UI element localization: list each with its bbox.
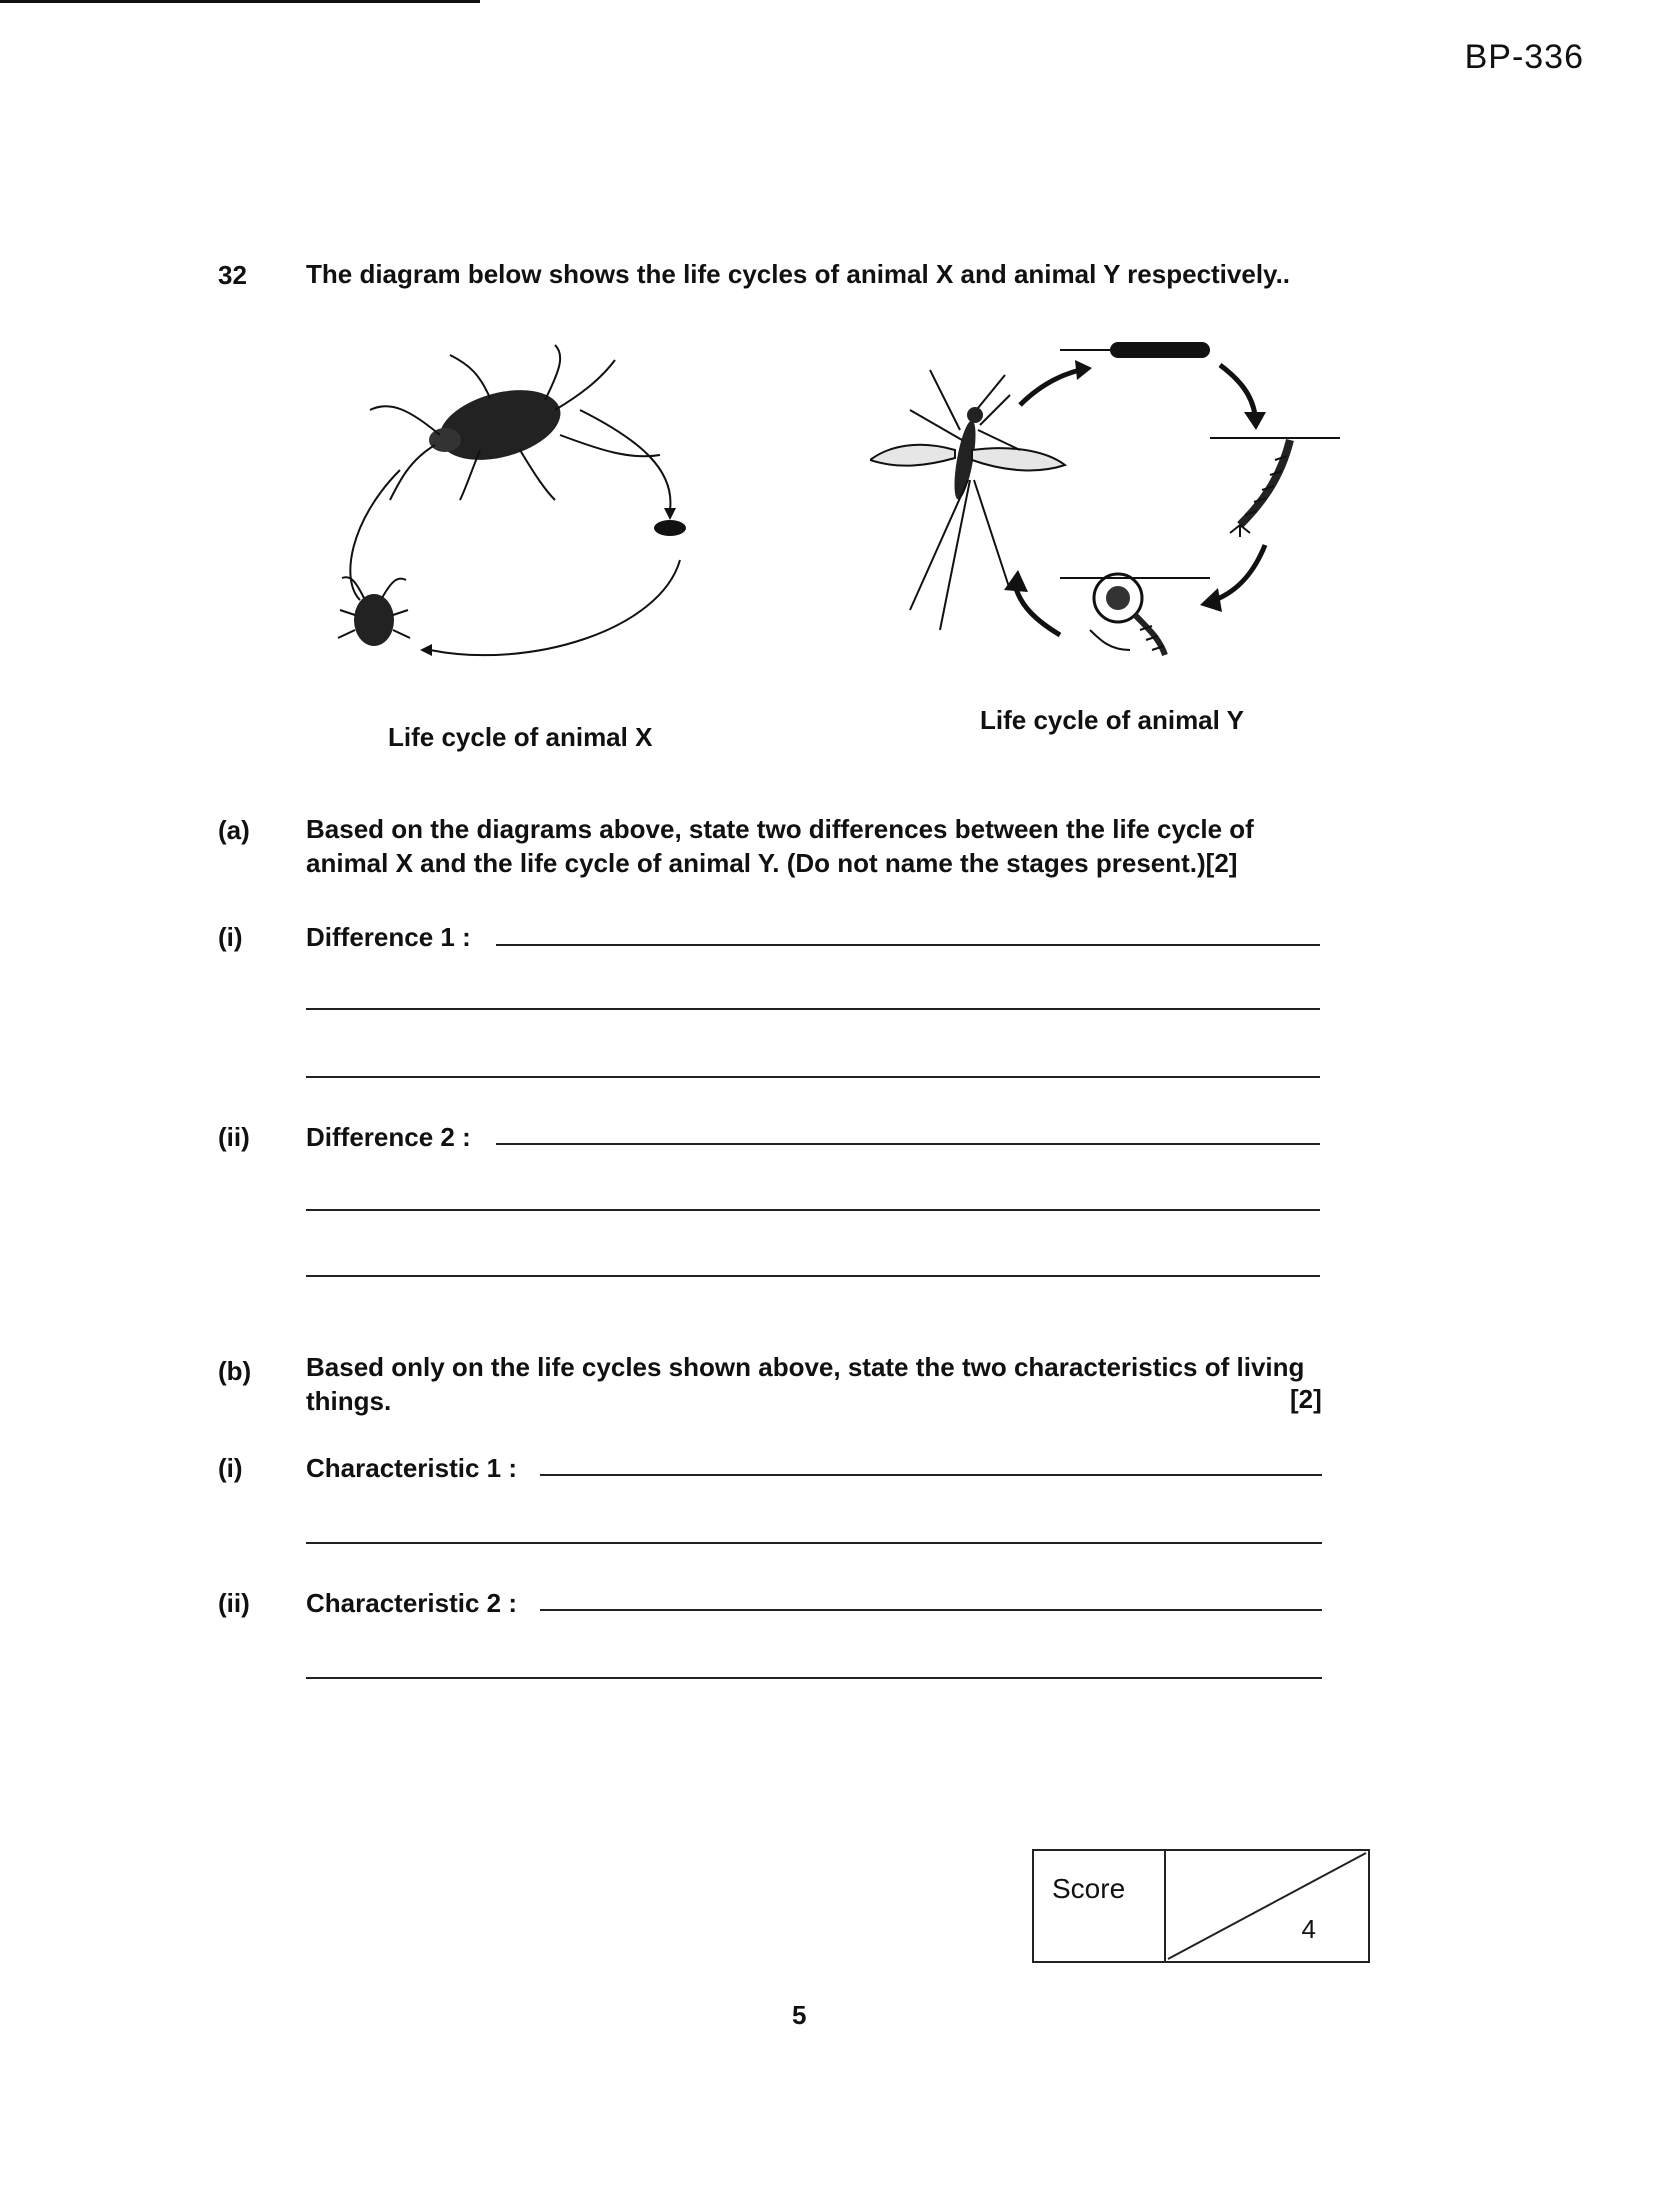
question-stem: The diagram below shows the life cycles of animal X and animal Y respectively.. [306,259,1291,289]
page-number: 5 [792,2000,807,2030]
egg-raft-icon [1110,342,1210,358]
characteristic-2-prompt: Characteristic 2 : [306,1588,517,1618]
cycle-arc-top-right [580,410,670,510]
difference-1-answer-line-3[interactable] [306,1076,1320,1078]
part-a-marks: [2] [1205,848,1238,878]
characteristic-1-prompt: Characteristic 1 : [306,1453,517,1483]
egg-case-icon [654,520,686,536]
score-diagonal [1166,1851,1368,1961]
arrowhead-1 [664,508,676,520]
part-b-item-2-label: (ii) [218,1588,250,1618]
arrow-adult-to-egg [1020,370,1080,405]
difference-2-answer-line-1[interactable] [496,1143,1320,1145]
part-a-item-1-label: (i) [218,922,243,952]
characteristic-2-answer-line-2[interactable] [306,1677,1322,1679]
difference-2-prompt: Difference 2 : [306,1122,471,1152]
part-a-text-line2-after: name the stages present.) [877,848,1206,878]
larva-icon [1230,440,1290,537]
difference-2-answer-line-3[interactable] [306,1275,1320,1277]
arrow-larva-to-pupa [1215,545,1265,600]
score-max: 4 [1301,1914,1316,1944]
score-label: Score [1052,1873,1126,1904]
life-cycle-x-diagram [330,340,730,680]
difference-1-answer-line-1[interactable] [496,944,1320,946]
life-cycle-y-diagram [870,330,1340,680]
adult-mosquito-icon [870,370,1065,630]
arrow-pupa-to-adult [1015,585,1060,635]
part-b-marks: [2] [1290,1384,1322,1414]
characteristic-1-answer-line-1[interactable] [540,1474,1322,1476]
arrow-egg-to-larva [1220,365,1255,415]
score-box [1032,1849,1370,1963]
part-a-item-2-label: (ii) [218,1122,250,1152]
part-b-text-line1: Based only on the life cycles shown above, state the two characteristics of living [306,1352,1305,1382]
part-a-text-line1: Based on the diagrams above, state two differences between the life cycle of [306,814,1254,844]
part-b-item-1-label: (i) [218,1453,243,1483]
part-b-text-line2: things. [306,1386,392,1416]
nymph-icon [338,577,410,646]
difference-1-prompt: Difference 1 : [306,922,471,952]
part-a-label: (a) [218,815,250,845]
cycle-arc-left [350,470,400,600]
part-b-label: (b) [218,1356,252,1386]
characteristic-1-answer-line-2[interactable] [306,1542,1322,1544]
part-a-emphasis-not: not [837,848,878,878]
document-code: BP-336 [1464,38,1584,76]
part-a-text-line2 [306,846,1237,880]
part-a-text-line2-before: animal X and the life cycle of animal Y. (Do [306,848,838,878]
characteristic-2-answer-line-1[interactable] [540,1609,1322,1611]
difference-2-answer-line-2[interactable] [306,1209,1320,1211]
arrowhead-2 [420,644,432,656]
caption-life-cycle-x: Life cycle of animal X [388,722,653,752]
difference-1-answer-line-2[interactable] [306,1008,1320,1010]
caption-life-cycle-y: Life cycle of animal Y [980,705,1244,735]
top-rule [0,0,480,3]
pupa-icon [1090,574,1165,655]
cycle-arc-bottom [430,560,680,655]
question-number: 32 [218,260,247,290]
adult-cockroach-icon [370,345,660,500]
